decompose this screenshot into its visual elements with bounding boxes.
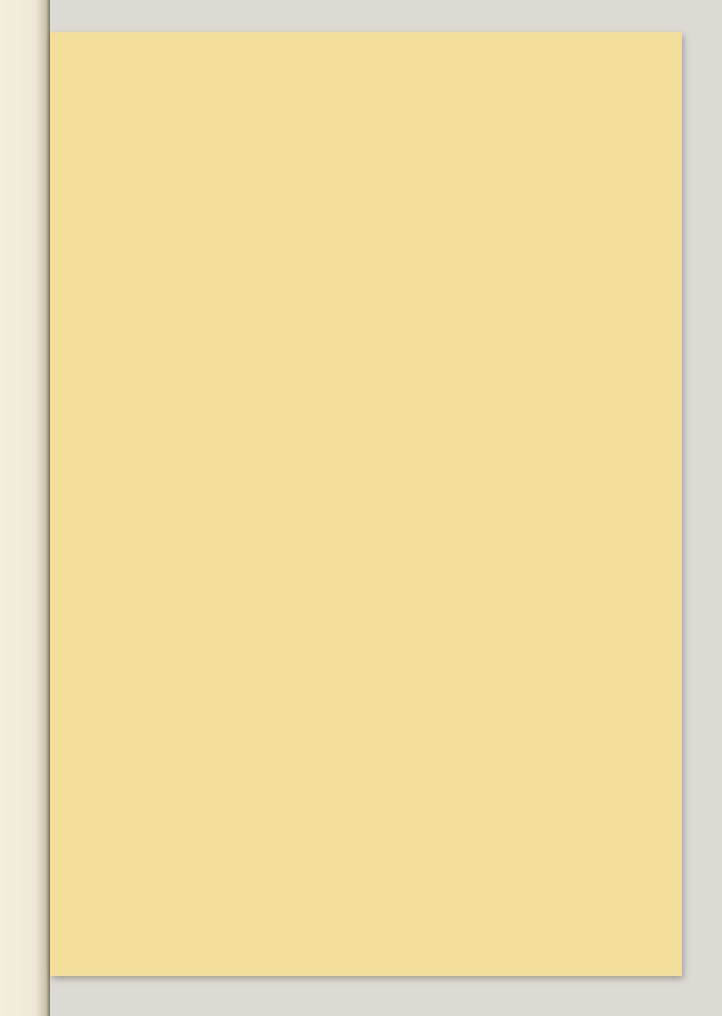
- document-page: [50, 32, 682, 976]
- left-page-edge: [0, 0, 50, 1016]
